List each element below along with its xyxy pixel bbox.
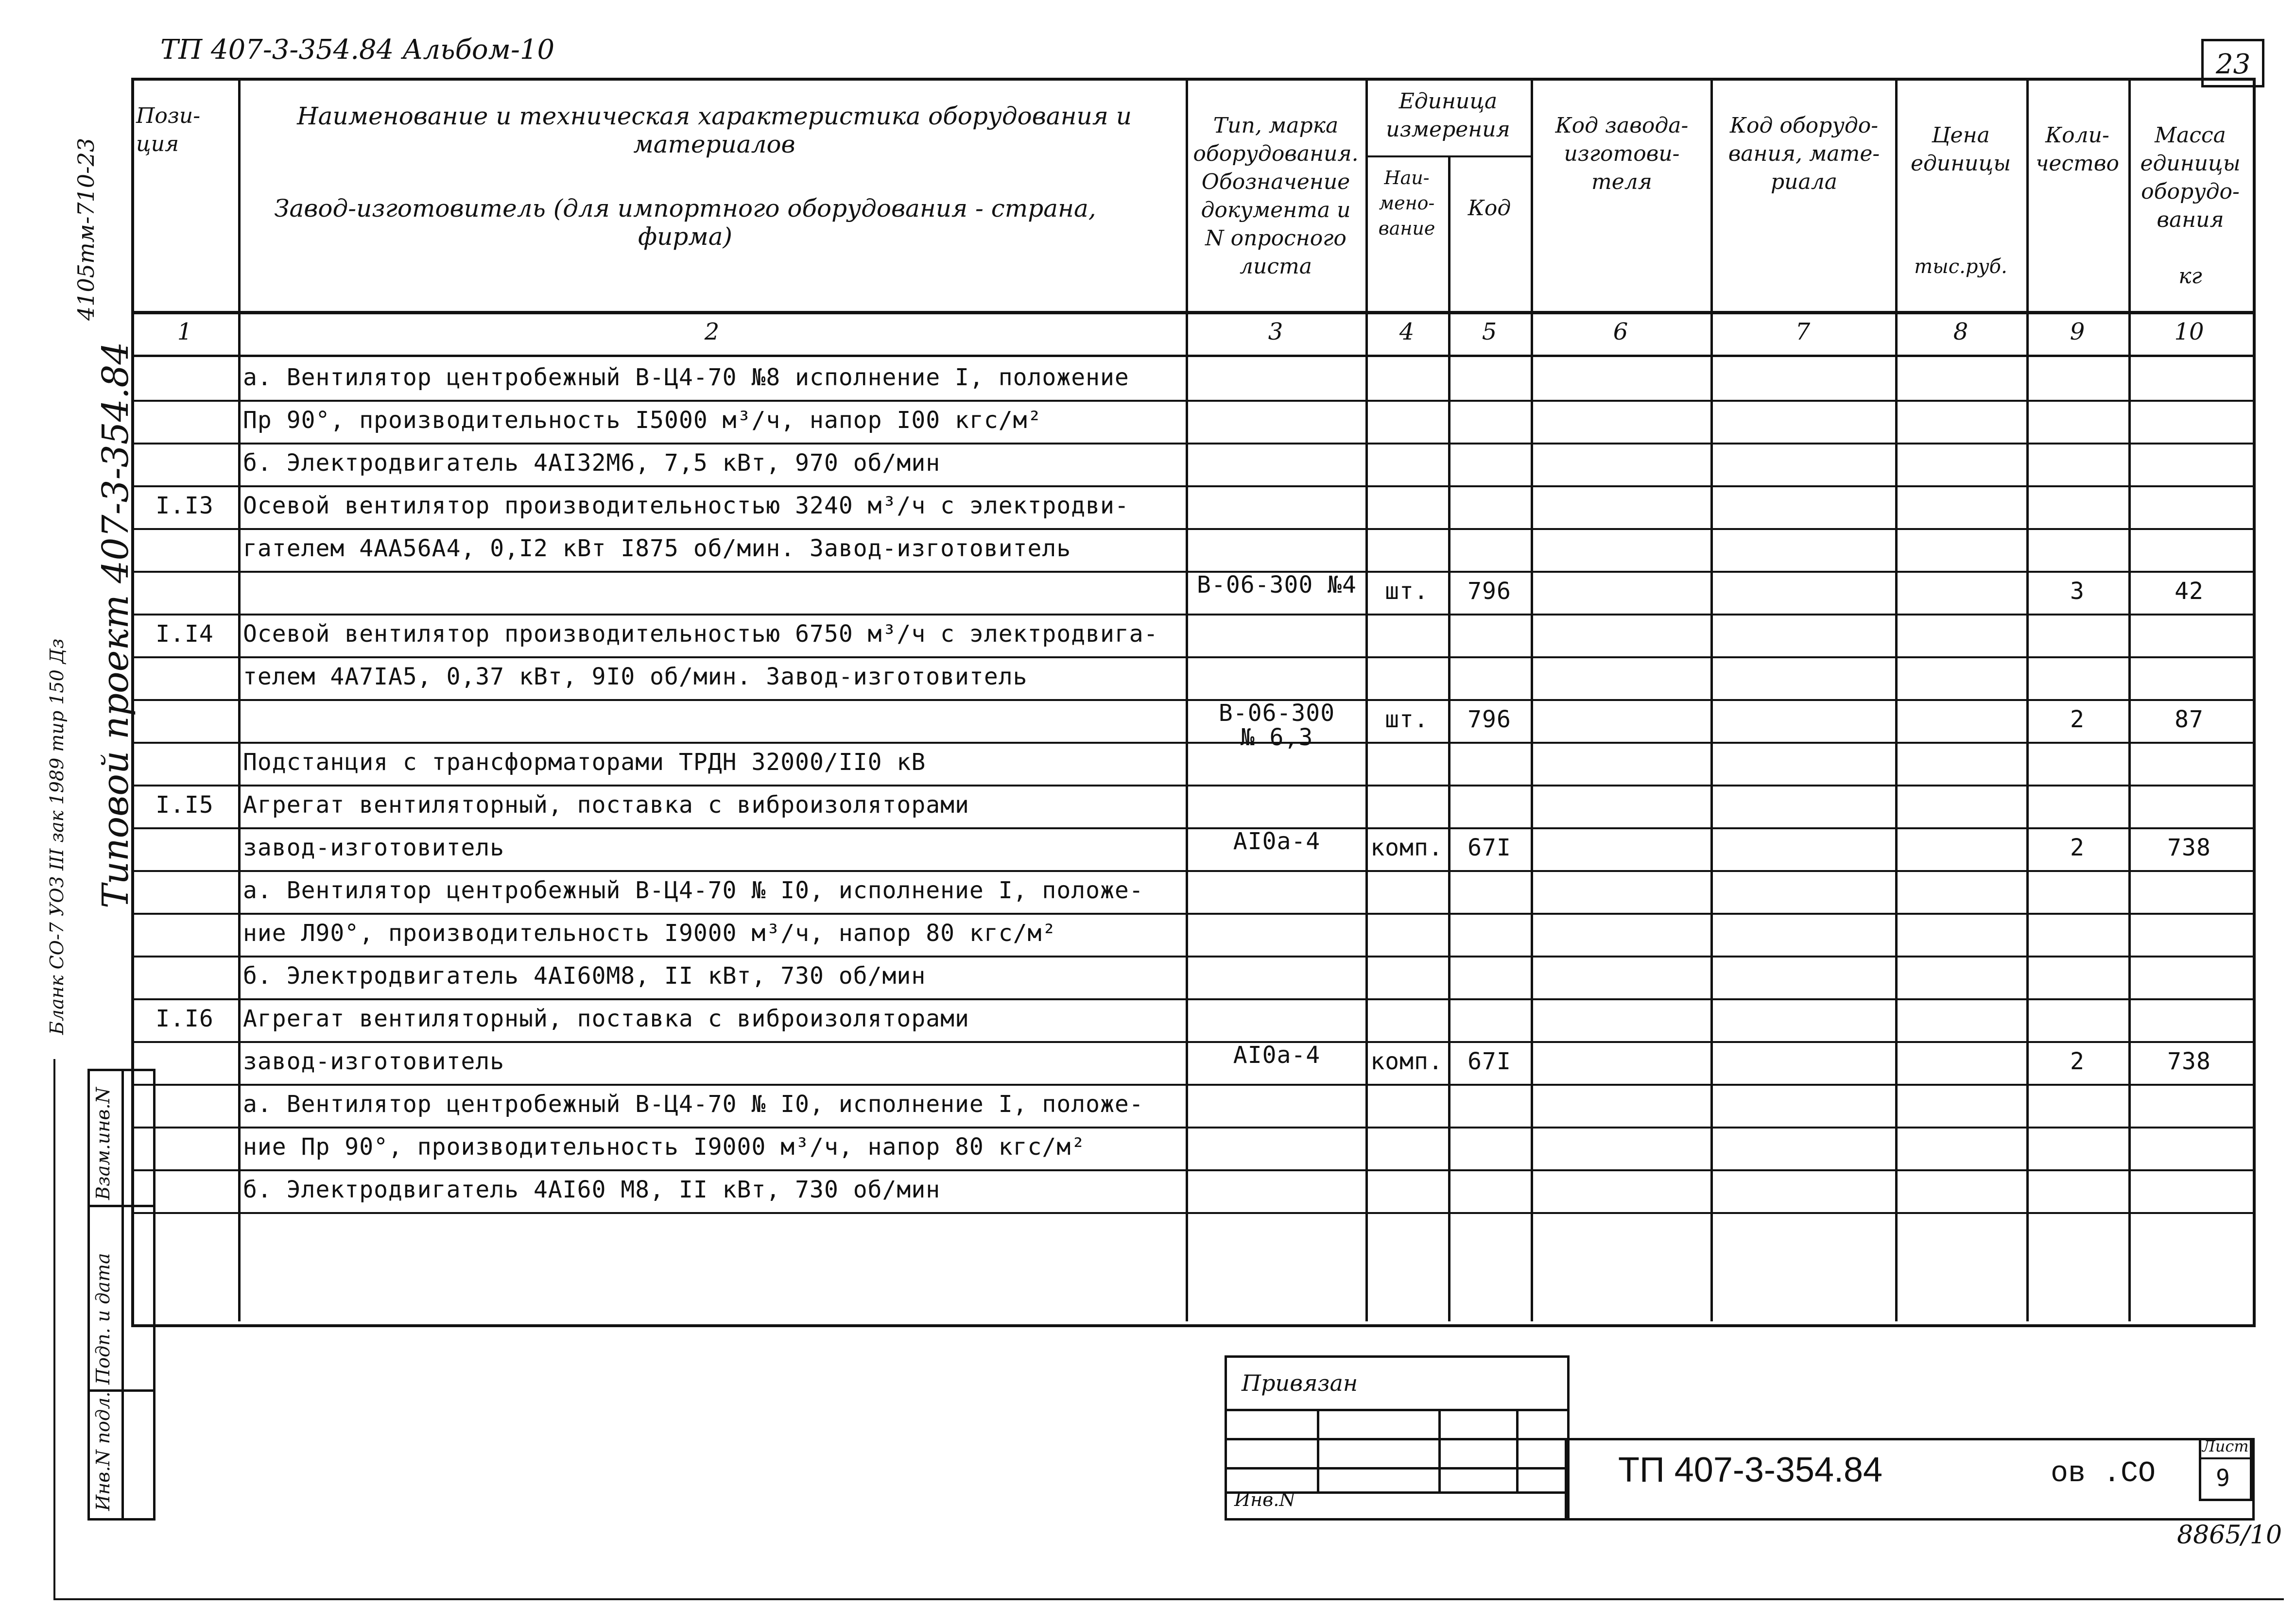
col-number: 7 (1795, 318, 1811, 345)
cell-pos: I.I5 (155, 791, 214, 819)
cell-pos: I.I4 (155, 620, 214, 648)
cell-name: б. Электродвигатель 4АI60М8, II кВт, 730 об/мин (243, 962, 926, 990)
col-header-quantity: Коли-чество (2036, 123, 2119, 176)
row-divider (131, 1169, 2253, 1171)
col-header-price-unit: тыс.руб. (1914, 256, 2007, 278)
row-divider (131, 656, 2253, 658)
row-divider (131, 528, 2253, 530)
cell-name: Осевой вентилятор производительностью 6750 м³/ч с электродвига- (243, 620, 1158, 648)
cell-name: а. Вентилятор центробежный В-Ц4-70 № I0, исполнение I, положе- (243, 1091, 1144, 1118)
cell-type: В-06-300 № 6,3 (1218, 700, 1335, 751)
left-border (53, 1059, 55, 1598)
numbers-row-line (131, 355, 2253, 357)
col-header-unit-group: Единица измерения (1386, 89, 1510, 142)
cell-name: завод-изготовитель (243, 1048, 505, 1075)
col-number: 8 (1953, 318, 1968, 345)
sheet-line (2199, 1457, 2250, 1459)
row-divider (131, 443, 2253, 444)
col-number: 10 (2174, 318, 2204, 345)
sheet-label: Лист (2202, 1437, 2249, 1455)
col-number: 2 (704, 318, 720, 345)
cell-unit: шт. (1385, 706, 1429, 733)
col-number: 1 (177, 318, 192, 345)
row-divider (131, 913, 2253, 915)
sheet-number: 9 (2216, 1465, 2230, 1492)
header-bottom-line (131, 311, 2253, 314)
col-number: 4 (1399, 318, 1415, 345)
bottom-border (53, 1598, 2284, 1600)
col-header-mass-unit: кг (2178, 264, 2202, 289)
side-order: Бланк СО-7 УОЗ III зак 1989 тир 150 Дз (46, 638, 68, 1035)
top-note: ТП 407-3-354.84 Альбом-10 (160, 34, 555, 66)
cell-qty: 2 (2070, 834, 2085, 861)
linked-label: Привязан (1242, 1370, 1358, 1396)
col-header-unit-code: Код (1467, 196, 1511, 221)
cell-name: ние Л90°, производительность I9000 м³/ч, напор 80 кгс/м² (243, 920, 1057, 947)
cell-name: Агрегат вентиляторный, поставка с виброизоляторами (243, 1005, 969, 1032)
inv-label: Инв.N (1234, 1489, 1295, 1510)
row-divider (131, 1127, 2253, 1128)
doc-mark: ов .СО (2051, 1457, 2156, 1490)
col-header-position: Пози- ция (136, 103, 201, 156)
row-divider (131, 870, 2253, 872)
cell-name: завод-изготовитель (243, 834, 505, 861)
row-divider (131, 614, 2253, 615)
cell-type: АI0а-4 (1233, 1042, 1321, 1069)
row-divider (131, 400, 2253, 402)
cell-name: Пр 90°, производительность I5000 м³/ч, напор I00 кгс/м² (243, 407, 1042, 434)
cell-name: а. Вентилятор центробежный В-Ц4-70 №8 исполнение I, положение (243, 364, 1129, 391)
page-number: 23 (2216, 49, 2251, 80)
cell-type: АI0а-4 (1233, 828, 1321, 855)
stamp-vline (1516, 1409, 1519, 1494)
side-cell-replace: Взам.инв.N (92, 1087, 114, 1200)
side-stamp: 4105тм-710-23 (73, 137, 99, 321)
stamp-vline (1317, 1409, 1319, 1494)
col-header-price: Цена единицы (1910, 123, 2011, 176)
cell-qty: 2 (2070, 706, 2085, 733)
side-cell-divider (121, 1069, 124, 1518)
side-title: Типовой проект 407-3-354.84 (95, 342, 137, 908)
cell-unit: комп. (1370, 834, 1443, 861)
row-divider (131, 1212, 2253, 1214)
row-divider (131, 1084, 2253, 1086)
cell-code: 796 (1467, 578, 1511, 605)
row-divider (131, 956, 2253, 957)
cell-code: 67I (1467, 1048, 1511, 1075)
cell-pos: I.I3 (155, 492, 214, 519)
cell-mass: 738 (2167, 834, 2211, 861)
cell-qty: 2 (2070, 1048, 2085, 1075)
cell-name: а. Вентилятор центробежный В-Ц4-70 № I0, исполнение I, положе- (243, 877, 1144, 904)
row-divider (131, 485, 2253, 487)
cell-pos: I.I6 (155, 1005, 214, 1032)
stamp-vline (1438, 1409, 1441, 1494)
cell-name: гателем 4АА56А4, 0,I2 кВт I875 об/мин. Завод-изготовитель (243, 535, 1071, 562)
col-header-unit-name: Наи-мено-вание (1378, 167, 1435, 239)
cell-name: Подстанция с трансформаторами ТРДН 32000/II0 кВ (243, 749, 926, 776)
cell-code: 796 (1467, 706, 1511, 733)
col-number: 9 (2070, 318, 2085, 345)
cell-mass: 87 (2175, 706, 2204, 733)
col-number: 5 (1482, 318, 1497, 345)
cell-qty: 3 (2070, 578, 2085, 605)
col-header-factory-code: Код завода-изготови-теля (1555, 113, 1689, 194)
archive-number: 8865/10 (2177, 1521, 2282, 1550)
cell-name: б. Электродвигатель 4АI60 М8, II кВт, 730 об/мин (243, 1176, 941, 1203)
col-header-mass: Масса единицы оборудо-вания (2140, 123, 2241, 232)
row-divider (131, 785, 2253, 786)
col-number: 6 (1613, 318, 1628, 345)
col-header-name: Наименование и техническая характеристика оборудования и материалов (297, 102, 1132, 158)
doc-code: ТП 407-3-354.84 (1618, 1451, 1883, 1489)
cell-name: телем 4А7IА5, 0,37 кВт, 9I0 об/мин. Завод-изготовитель (243, 663, 1028, 690)
col-number: 3 (1268, 318, 1283, 345)
cell-code: 67I (1467, 834, 1511, 861)
col-header-name-sub: Завод-изготовитель (для импортного оборудования - страна, фирма) (274, 194, 1096, 251)
cell-name: б. Электродвигатель 4АI32М6, 7,5 кВт, 970 об/мин (243, 449, 941, 477)
cell-unit: комп. (1370, 1048, 1443, 1075)
cell-mass: 42 (2175, 578, 2204, 605)
cell-mass: 738 (2167, 1048, 2211, 1075)
row-divider (131, 998, 2253, 1000)
cell-unit: шт. (1385, 578, 1429, 605)
side-cell-inv: Инв.N подл. (92, 1391, 114, 1511)
side-cell-sign: Подп. и дата (92, 1253, 114, 1385)
col-header-type: Тип, марка оборудования. Обозначение документа и N опросного листа (1193, 113, 1359, 279)
cell-type: В-06-300 №4 (1197, 571, 1357, 598)
col-header-equipment-code: Код оборудо-вания, мате-риала (1728, 113, 1880, 194)
cell-name: ние Пр 90°, производительность I9000 м³/ч, напор 80 кгс/м² (243, 1133, 1086, 1161)
cell-name: Агрегат вентиляторный, поставка с виброизоляторами (243, 791, 969, 819)
cell-name: Осевой вентилятор производительностью 3240 м³/ч с электродви- (243, 492, 1129, 519)
